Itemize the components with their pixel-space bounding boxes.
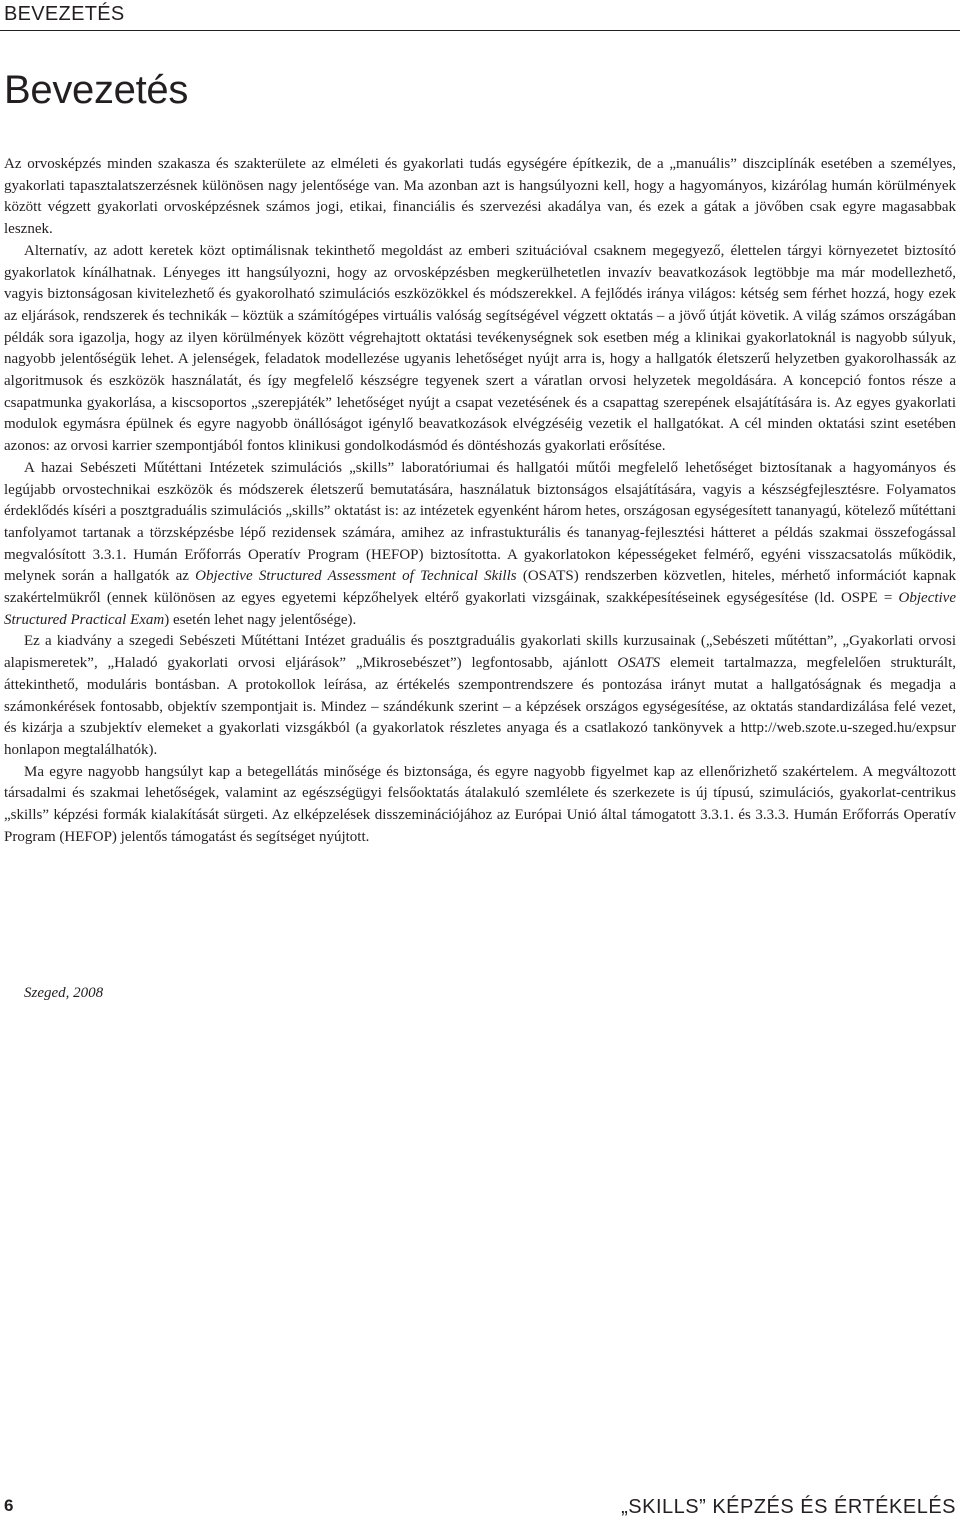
- paragraph-text: Ez a kiadvány a szegedi Sebészeti Műtéttani Intézet graduális és posztgraduális gyakorlati skills kurzusainak („Sebészeti műtéttan”, „Gyakorlati orvosi alapismeretek”, „Haladó gyakorlati orvosi eljárások” „Mikrosebészet”) legfontosabb, ajánlott: [4, 633, 956, 672]
- signoff: Szeged, 2008: [24, 985, 104, 1001]
- paragraph-text-italic: Objective Structured Practical Exam: [4, 590, 956, 628]
- paragraph-text: ) esetén lehet nagy jelentősége).: [164, 611, 357, 628]
- paragraph-text: elemeit tartalmazza, megfelelően strukturált, áttekinthető, moduláris bontásban. A protokollok leírása, az értékelés szempontrendszere és pontozása irányt mutat a hallgatóságnak és megadja a számonkérések fontosabb, objektív szempontjait is. Mindez – szándékunk szerint – a képzések országos egységesítése, az oktatás standardizálása felé vezet, és kizárja a szubjektív elemeket a gyakorlati vizsgákból (a gyakorlatok részletes anyaga és a csatlakozó tankönyvek a http://web.szote.u-szeged.hu/expsur honlapon megtalálhatók).: [4, 655, 956, 758]
- paragraph-text: (OSATS) rendszerben közvetlen, hiteles, mérhető információt kapnak szakértelmükről (ennek különösen az egyes egyetemi képzőhelyek eltérő gyakorlati vizsgáinak, szakképesítéseinek egységesítése (ld. OSPE =: [4, 568, 957, 607]
- paragraph-text: A hazai Sebészeti Műtéttani Intézetek szimulációs „skills” laboratóriumai és hallgatói műtői megfelelő lehetőséget biztosítanak a hagyományos és legújabb orvostechnikai eszközök és módszerek életszerű bemutatására, használatuk biztonságos elsajátítására, vagyis a készségfejlesztésre. Folyamatos érdeklődés kíséri a posztgraduális szimulációs „skills” oktatást is: az intézetek egyenként három hetes, országosan egységesített tananyagú, kötelező műtéttani tanfolyamot tartanak a törzsképzésbe lépő rezidensek számára, amihez az infrastukturális és tananyag-fejlesztési hátteret a példás szakmai összefogással megvalósított 3.3.1. Humán Erőforrás Operatív Program (HEFOP) biztosította. A gyakorlatokon képességeket felmérő, egyéni visszacsatolás működik, melynek során a hallgatók az: [4, 459, 956, 585]
- paragraph-text: Az orvosképzés minden szakasza és szakterülete az elméleti és gyakorlati tudás egységére építkezik, de a „manuális” diszciplínák esetében a személyes, gyakorlati tapasztalatszerzésnek különösen nagy jelentősége van. Ma azonban azt is hangsúlyozni kell, hogy a hagyományos, kizárólag humán körülmények között végzett gyakorlati orvosképzésnek számos jogi, etikai, financiális és szervezési akadálya van, és ezek a gátak a jövőben csak egyre magasabbak lesznek.: [4, 156, 956, 238]
- paragraph-text-italic: Objective Structured Assessment of Technical Skills: [195, 568, 517, 585]
- paragraph: [4, 762, 956, 849]
- running-head: BEVEZETÉS: [4, 3, 125, 25]
- page-title: Bevezetés: [4, 68, 189, 112]
- header-rule: [0, 30, 960, 31]
- page-number: 6: [4, 1496, 14, 1515]
- paragraph-text: Alternatív, az adott keretek közt optimálisnak tekinthető megoldást az emberi szituációval csaknem megegyező, élettelen tárgyi környezetet biztosító gyakorlatok kínálhatnak. Lényeges itt hangsúlyozni, hogy az orvosképzésben megkerülhetetlen invazív beavatkozások legtöbbje ma már modellezhető, vagyis biztonságosan kivitelezhető és gyakorolható szimulációs eszközökkel és módszerekkel. A fejlődés iránya világos: kétség sem férhet hozzá, hogy ezek az eljárások, rendszerek és technikák – köztük a számítógépes virtuális valóság segítségével végzett oktatás – a jövő útját követik. A világ számos országában példák sora igazolja, hogy az ilyen körülmények között végrehajtott oktatási tevékenységnek sok esetben még a klinikai gyakorlatoknál is nagyobb súlyuk, nagyobb jelentőségük lehet. A jelenségek, feladatok modellezése ugyanis lehetőséget nyújt arra is, hogy a hallgatók életszerű helyzetben gyakorolhassák az algoritmusok és eszközök használatát, és így megfelelő készségre tegyenek szert a váratlan orvosi helyzetek megoldására. A koncepció fontos része a csapatmunka gyakorlása, a kiscsoportos „szerepjáték” lehetőséget nyújt a csapat vezetésének és a csapattag szerepének elsajátítására is. Az egyes gyakorlati modulok egymásra épülnek és egyre nagyobb önállóságot igénylő beavatkozások elvégzéséig vezetik el hallgatókat. A cél minden oktatási szint esetében azonos: az orvosi karrier szempontjából fontos klinikusi gondolkodásmód és döntéshozás gyakorlati erősítése.: [4, 242, 956, 455]
- paragraph: [4, 154, 956, 241]
- paragraph: [4, 458, 956, 632]
- footer-book-title: „SKILLS” KÉPZÉS ÉS ÉRTÉKELÉS: [621, 1496, 956, 1518]
- body-text: [4, 154, 956, 849]
- paragraph-text-italic: OSATS: [617, 655, 661, 672]
- paragraph: [4, 631, 956, 761]
- paragraph: [4, 241, 956, 458]
- paragraph-text: Ma egyre nagyobb hangsúlyt kap a betegellátás minősége és biztonsága, és egyre nagyobb figyelmet kap az ellenőrizhető szakértelem. A megváltozott társadalmi és szakmai lehetőségek, valamint az egészségügyi felsőoktatás átalakuló szemlélete és szerkezete is új típusú, szimulációs, gyakorlat-centrikus „skills” képzési formák kialakítását sürgeti. Az elképzelések disszeminációjához az Európai Unió által támogatott 3.3.1. és 3.3.3. Humán Erőforrás Operatív Program (HEFOP) jelentős támogatást és segítséget nyújtott.: [4, 763, 956, 845]
